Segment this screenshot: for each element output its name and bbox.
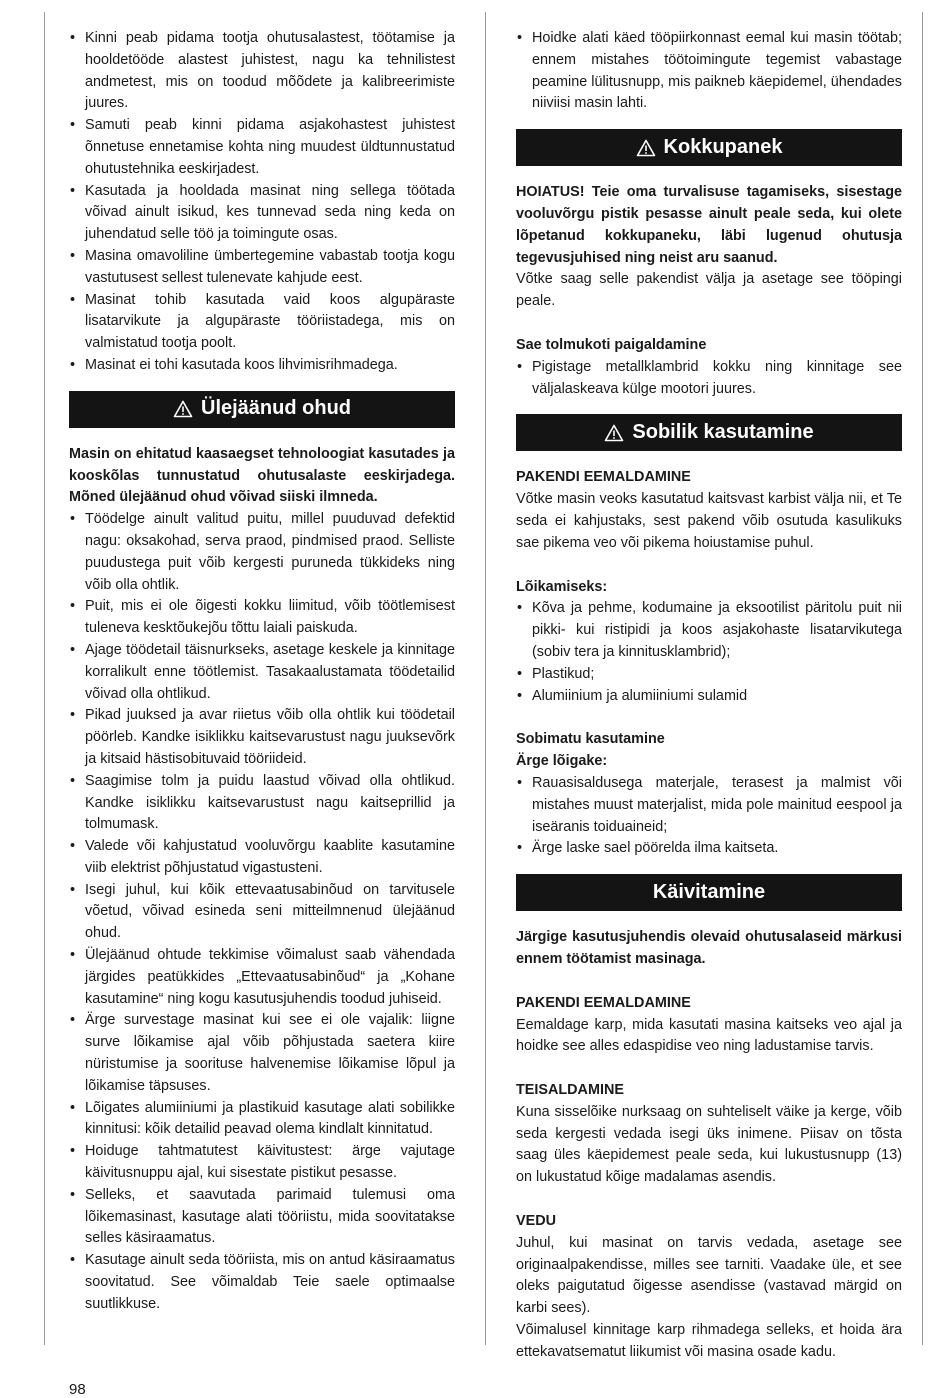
improper-title: Sobimatu kasutamine — [516, 731, 665, 748]
cutting-title: Lõikamiseks: — [516, 578, 608, 595]
list-item: • Pigistage metallklambrid kokku ning kinnitage see väljalaskeava külge mootori juures. — [516, 357, 902, 401]
list-item: • Saagimise tolm ja puidu laastud võivad olla ohtlikud. Kandke isiklikku kaitsevarustust nagu kaitseprillid ja tolmumask. — [69, 771, 455, 836]
assembly-warning: HOIATUS! Teie oma turvalisuse tagamiseks, sisestage vooluvõrgu pistik pesasse ainult peale seda, kui olete lõpetanud kokkupaneku, läbi lugenud ohutusja tegevusjuhised ning neist aru saanud. — [516, 184, 902, 266]
list-item: • Ärge survestage masinat kui see ei ole vajalik: liigne surve lõikamise ajal võib põhjustada saetera kiire nüristumise ja soorituse halvenemise lõikamise lõpul ja lõikamise täpsuses. — [69, 1010, 455, 1097]
list-item: • Alumiinium ja alumiiniumi sulamid — [516, 686, 902, 708]
center-column-rule — [485, 12, 486, 1345]
warning-triangle-icon — [604, 424, 624, 442]
improper-list — [516, 773, 902, 860]
list-item: • Kinni peab pidama tootja ohutusalastest, töötamise ja hooldetööde alastest juhistest, nagu ka tehnilistest andmetest, mis on toodud mõõdete ja kalibreerimiste juures. — [69, 28, 455, 115]
unpack2-title: PAKENDI EEMALDAMINE — [516, 994, 691, 1011]
list-item: • Valede või kahjustatud vooluvõrgu kaablite kasutamine viib elektrist põhjustatud vigastusteni. — [69, 836, 455, 880]
startup-intro: Järgige kasutusjuhendis olevaid ohutusalaseid märkusi ennem töötamist masinaga. — [516, 929, 902, 967]
list-item: • Kasutada ja hooldada masinat ning sellega töötada võivad ainult isikud, kes tunnevad seda ning keda on juhendatud selle töö ja toimingute osas. — [69, 181, 455, 246]
dustbag-list — [516, 357, 902, 401]
list-item: • Rauasisaldusega materjale, terasest ja malmist või mistahes muust materjalist, mida pole mainitud eespool ja iseäranis toiduaineid; — [516, 773, 902, 838]
proper-use-heading — [516, 414, 902, 451]
list-item: • Masinat ei tohi kasutada koos lihvimisrihmadega. — [69, 355, 455, 377]
section-title: Käivitamine — [652, 880, 766, 903]
unpack-text: Võtke masin veoks kasutatud kaitsvast karbist välja nii, et Te seda ei kahjustaks, sest pakend võib osutuda kasulikuks sae pikema veo või pikema hoiustamise puhul. — [516, 491, 902, 551]
list-item: • Lõigates alumiiniumi ja plastikuid kasutage alati sobilikke kinnitusi: kõik detailid peavad olema kindlalt kinnitatud. — [69, 1098, 455, 1142]
list-item: • Masina omavoliline ümbertegemine vabastab tootja kogu vastutusest sellest tulenevate kahjude eest. — [69, 246, 455, 290]
top-safety-list — [516, 28, 902, 115]
list-item: • Plastikud; — [516, 664, 902, 686]
list-item: • Selleks, et saavutada parimaid tulemusi oma lõikemasinast, kasutage alati tööriistu, mida soovitatakse selles käsiraamatus. — [69, 1185, 455, 1250]
list-item: • Masinat tohib kasutada vaid koos algupäraste lisatarvikute ja algupäraste tööriistadega, mis on valmistatud tootja poolt. — [69, 290, 455, 355]
warning-triangle-icon — [636, 139, 656, 157]
assembly-heading — [516, 129, 902, 166]
cutting-list — [516, 598, 902, 707]
warning-triangle-icon — [173, 400, 193, 418]
intro-safety-list — [69, 28, 455, 377]
startup-heading — [516, 874, 902, 911]
transfer-title: TEISALDAMINE — [516, 1082, 624, 1099]
improper-subtitle: Ärge lõigake: — [516, 753, 608, 770]
unpack2-text: Eemaldage karp, mida kasutati masina kaitseks veo ajal ja hoidke see alles edaspidise veo ning ladustamise tarvis. — [516, 1016, 902, 1055]
list-item: • Ülejäänud ohtude tekkimise võimalust saab vähendada järgides peatükkides „Ettevaatusabinõud“ ja „Kohane kasutamine“ ning kogu kasutusjuhendis toodud juhiseid. — [69, 945, 455, 1010]
left-margin-rule — [44, 12, 45, 1345]
list-item: • Kõva ja pehme, kodumaine ja eksootilist päritolu puit nii pikki- kui ristipidi ja koos asjakohaste lisatarvikutega (sobiv tera ja kinnitusklambrid); — [516, 598, 902, 663]
section-title: Kokkupanek — [663, 135, 783, 158]
list-item: • Kasutage ainult seda tööriista, mis on antud käsiraamatus soovitatud. See võimaldab Teie saele optimaalse suutlikkuse. — [69, 1250, 455, 1315]
dustbag-title: Sae tolmukoti paigaldamine — [516, 336, 707, 353]
list-item: • Ajage töödetail täisnurkseks, asetage keskele ja kinnitage korralikult enne töötlemist. Tasakaalustamata töödetailid võivad olla ohtlikud. — [69, 640, 455, 705]
transport-text: Võimalusel kinnitage karp rihmadega selleks, et hoida ära ettekavatsematut liikumist või masina osade kadu. — [516, 1322, 902, 1360]
list-item: • Töödelge ainult valitud puitu, millel puuduvad defektid nagu: oksakohad, serva praod, pindmised praod. Selliste puudustega puit võib kergesti puruneda tükkideks ning võib olla ohtlik. — [69, 509, 455, 596]
list-item: • Puit, mis ei ole õigesti kokku liimitud, võib töötlemisest tuleneva kesktõukejõu tõttu laiali paiskuda. — [69, 596, 455, 640]
residual-risks-heading — [69, 391, 455, 428]
list-item: • Hoidke alati käed tööpiirkonnast eemal kui masin töötab; ennem mistahes töötoimingute tegemist vabastage peamine lülitusnupp, mis paikneb käepidemel, ühendades niiviisi masin lahti. — [516, 28, 902, 115]
transport-text: Juhul, kui masinat on tarvis vedada, asetage see originaalpakendisse, milles see tarniti. Vaadake üle, et see oleks paigutatud õigesse asendisse (vastavad märgid on karbi sees). — [516, 1234, 902, 1317]
residual-intro: Masin on ehitatud kaasaegset tehnoloogiat kasutades ja kooskõlas tunnustatud ohutusalaste eeskirjadega. Mõned ülejäänud ohud võivad siiski ilmneda. — [69, 445, 455, 506]
section-title: Ülejäänud ohud — [201, 397, 351, 420]
assembly-text: Võtke saag selle pakendist välja ja asetage see tööpingi peale. — [516, 271, 902, 310]
right-margin-rule — [922, 12, 923, 1345]
list-item: • Ärge laske sael pöörelda ilma kaitseta. — [516, 838, 902, 860]
left-column — [69, 28, 455, 1316]
list-item: • Hoiduge tahtmatutest käivitustest: ärge vajutage käivitusnuppu ajal, kui sisestate pistikut pesasse. — [69, 1141, 455, 1185]
right-column — [516, 28, 902, 1364]
page-number: 98 — [69, 1381, 86, 1398]
section-title: Sobilik kasutamine — [632, 420, 814, 443]
unpack-title: PAKENDI EEMALDAMINE — [516, 469, 691, 486]
transport-title: VEDU — [516, 1213, 556, 1230]
list-item: • Isegi juhul, kui kõik ettevaatusabinõud on tarvitusele võetud, võivad esineda seni mitteilmnenud ülejäänud ohud. — [69, 880, 455, 945]
residual-risks-list — [69, 509, 455, 1315]
list-item: • Pikad juuksed ja avar riietus võib olla ohtlik kui töödetail pöörleb. Kandke isiklikku kaitsevarustust nagu juuksevõrk ja kitsaid hästisobituvaid tööriideid. — [69, 705, 455, 770]
list-item: • Samuti peab kinni pidama asjakohastest juhistest õnnetuse ennetamise kohta ning muudest üldtunnustatud ohutustehnika eeskirjadest. — [69, 115, 455, 180]
transfer-text: Kuna sisselõike nurksaag on suhteliselt väike ja kerge, võib seda kergesti vedada isegi üks inimene. Piisav on tõsta saag üles käepidemest peale seda, kui lukustusnupp (13) on lukustatud kõige madalamas asendis. — [516, 1103, 902, 1186]
